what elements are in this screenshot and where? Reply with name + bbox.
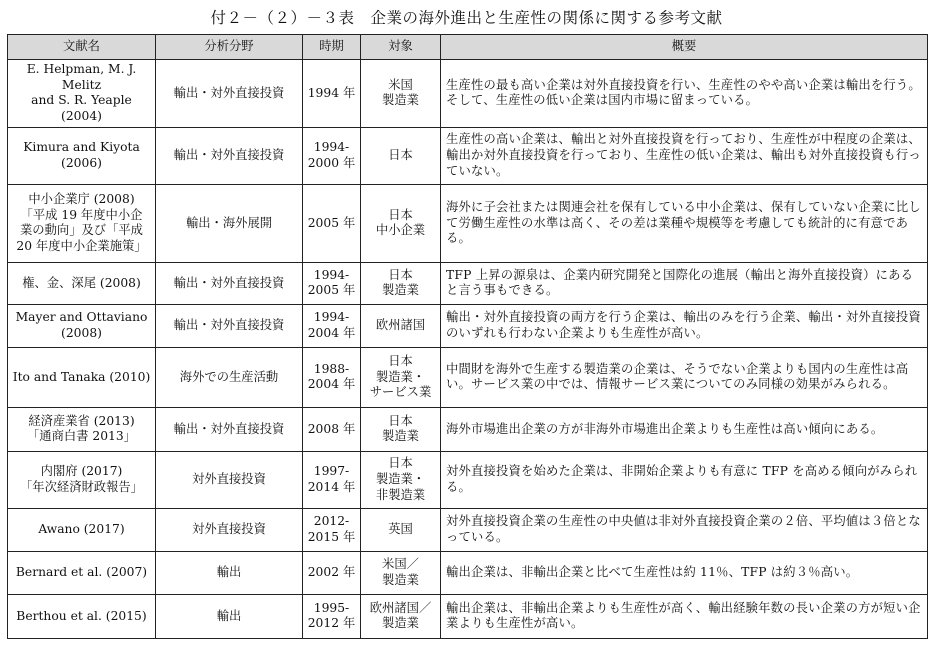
target-cell: 日本 中小企業: [361, 184, 441, 262]
field-cell: 輸出・対外直接投資: [156, 407, 303, 451]
table-row: [8, 347, 928, 407]
period-cell: 1994- 2000 年: [303, 127, 361, 184]
table-row: [8, 508, 928, 551]
field-cell: 対外直接投資: [156, 508, 303, 551]
period-cell: 1994- 2004 年: [303, 304, 361, 347]
field-cell: 輸出・対外直接投資: [156, 262, 303, 304]
reference-cell: Kimura and Kiyota (2006): [8, 127, 156, 184]
table-row: [8, 127, 928, 184]
table-row: [8, 262, 928, 304]
summary-cell: TFP 上昇の源泉は、企業内研究開発と国際化の進展（輸出と海外直接投資）にあると言う事もできる。: [441, 262, 928, 304]
target-cell: 日本: [361, 127, 441, 184]
reference-cell: 中小企業庁 (2008) 「平成 19 年度中小企 業の動向」及び「平成 20 年度中小企業施策」: [8, 184, 156, 262]
reference-cell: 経済産業省 (2013) 「通商白書 2013」: [8, 407, 156, 451]
target-cell: 米国／ 製造業: [361, 551, 441, 594]
header-summary: 概要: [441, 35, 928, 60]
summary-cell: 生産性の高い企業は、輸出と対外直接投資を行っており、生産性が中程度の企業は、輸出か対外直接投資を行っており、生産性の低い企業は、輸出も対外直接投資も行っていない。: [441, 127, 928, 184]
table-row: [8, 60, 928, 128]
period-cell: 1995- 2012 年: [303, 594, 361, 638]
field-cell: 輸出・対外直接投資: [156, 304, 303, 347]
target-cell: 日本 製造業・ サービス業: [361, 347, 441, 407]
period-cell: 2008 年: [303, 407, 361, 451]
summary-cell: 対外直接投資企業の生産性の中央値は非対外直接投資企業の２倍、平均値は３倍となっている。: [441, 508, 928, 551]
period-cell: 1988- 2004 年: [303, 347, 361, 407]
field-cell: 対外直接投資: [156, 451, 303, 508]
period-cell: 1994- 2005 年: [303, 262, 361, 304]
period-cell: 2002 年: [303, 551, 361, 594]
target-cell: 日本 製造業: [361, 407, 441, 451]
table-row: [8, 407, 928, 451]
reference-cell: E. Helpman, M. J. Melitz and S. R. Yeaple (2004): [8, 60, 156, 128]
table-row: [8, 304, 928, 347]
reference-cell: Ito and Tanaka (2010): [8, 347, 156, 407]
table-row: [8, 551, 928, 594]
field-cell: 輸出: [156, 594, 303, 638]
header-target: 対象: [361, 35, 441, 60]
period-cell: 2005 年: [303, 184, 361, 262]
summary-cell: 輸出・対外直接投資の両方を行う企業は、輸出のみを行う企業、輸出・対外直接投資のいずれも行わない企業よりも生産性が高い。: [441, 304, 928, 347]
target-cell: 欧州諸国: [361, 304, 441, 347]
summary-cell: 輸出企業は、非輸出企業よりも生産性が高く、輸出経験年数の長い企業の方が短い企業よりも生産性が高い。: [441, 594, 928, 638]
field-cell: 海外での生産活動: [156, 347, 303, 407]
table-row: [8, 451, 928, 508]
period-cell: 2012- 2015 年: [303, 508, 361, 551]
summary-cell: 海外に子会社または関連会社を保有している中小企業は、保有していない企業に比して労働生産性の水準は高く、その差は業種や規模等を考慮しても統計的に有意である。: [441, 184, 928, 262]
reference-cell: Bernard et al. (2007): [8, 551, 156, 594]
reference-cell: Mayer and Ottaviano (2008): [8, 304, 156, 347]
target-cell: 日本 製造業: [361, 262, 441, 304]
summary-cell: 中間財を海外で生産する製造業の企業は、そうでない企業よりも国内の生産性は高い。サービス業の中では、情報サービス業についてのみ同様の効果がみられる。: [441, 347, 928, 407]
period-cell: 1997- 2014 年: [303, 451, 361, 508]
field-cell: 輸出・海外展開: [156, 184, 303, 262]
target-cell: 日本 製造業・ 非製造業: [361, 451, 441, 508]
header-reference: 文献名: [8, 35, 156, 60]
reference-cell: 権、金、深尾 (2008): [8, 262, 156, 304]
target-cell: 欧州諸国／ 製造業: [361, 594, 441, 638]
header-period: 時期: [303, 35, 361, 60]
reference-cell: Berthou et al. (2015): [8, 594, 156, 638]
summary-cell: 海外市場進出企業の方が非海外市場進出企業よりも生産性は高い傾向にある。: [441, 407, 928, 451]
header-row: [8, 35, 928, 60]
header-field: 分析分野: [156, 35, 303, 60]
table-row: [8, 594, 928, 638]
summary-cell: 輸出企業は、非輸出企業と比べて生産性は約 11％、TFP は約３％高い。: [441, 551, 928, 594]
field-cell: 輸出・対外直接投資: [156, 60, 303, 128]
summary-cell: 生産性の最も高い企業は対外直接投資を行い、生産性のやや高い企業は輸出を行う。そして、生産性の低い企業は国内市場に留まっている。: [441, 60, 928, 128]
reference-cell: Awano (2017): [8, 508, 156, 551]
reference-cell: 内閣府 (2017) 「年次経済財政報告」: [8, 451, 156, 508]
target-cell: 米国 製造業: [361, 60, 441, 128]
table-title: 付２－（２）－３表 企業の海外進出と生産性の関係に関する参考文献: [210, 9, 723, 27]
summary-cell: 対外直接投資を始めた企業は、非開始企業よりも有意に TFP を高める傾向がみられる。: [441, 451, 928, 508]
reference-table: [7, 34, 928, 639]
table-row: [8, 184, 928, 262]
field-cell: 輸出・対外直接投資: [156, 127, 303, 184]
target-cell: 英国: [361, 508, 441, 551]
field-cell: 輸出: [156, 551, 303, 594]
period-cell: 1994 年: [303, 60, 361, 128]
